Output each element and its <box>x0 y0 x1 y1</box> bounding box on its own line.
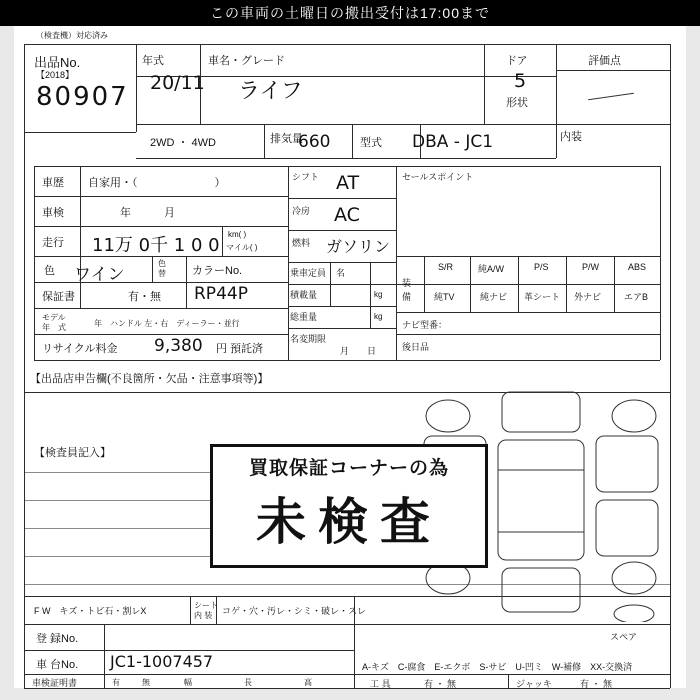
disp-value: 660 <box>298 132 331 152</box>
lot-box-right <box>136 44 137 132</box>
year-value: 20/11 <box>150 72 205 94</box>
color-value: ワイン <box>74 265 125 285</box>
rating-label: 評価点 <box>588 55 621 67</box>
mb-r4 <box>288 284 396 285</box>
ac-value: AC <box>334 204 360 226</box>
load-label: 積載量 <box>290 290 318 300</box>
equip-1-4: エアB <box>624 292 649 302</box>
cert-col-4: 高 <box>304 678 312 687</box>
warranty-hand: RP44P <box>194 284 248 304</box>
year-label: 年式 <box>142 55 164 67</box>
banner-text: この車両の土曜日の搬出受付は17:00まで <box>209 5 491 21</box>
cert-col-2: 幅 <box>184 678 192 687</box>
after-label: 後日品 <box>402 342 430 352</box>
lb-right <box>288 166 289 360</box>
mileage-unit-km: km( ) <box>228 230 247 239</box>
inspection-value: 年 月 <box>120 207 175 219</box>
color-code-label: 色 <box>158 259 166 268</box>
model-year-sub: 年 ハンドル 左・右 ディーラー・並行 <box>94 319 240 328</box>
warranty-value: 有・無 <box>128 291 161 303</box>
model-year-label: モデル <box>42 313 66 322</box>
capacity-unit: 名 <box>336 268 346 278</box>
bt-v3 <box>190 596 191 624</box>
shift-value: AT <box>336 172 360 194</box>
lb-v2 <box>152 256 153 282</box>
cert-col-0: 有 <box>112 678 120 687</box>
sales-title: セールスポイント <box>402 172 474 182</box>
top-note: （検査機）対応済み <box>36 31 108 40</box>
lb-r4 <box>34 282 288 283</box>
door-value: 5 <box>514 70 527 92</box>
lb-r6 <box>34 334 288 335</box>
bt-r2 <box>24 650 354 651</box>
lb-r2 <box>34 226 288 227</box>
top-banner <box>0 0 700 26</box>
cert-col-3: 長 <box>244 678 252 687</box>
mb-v1 <box>330 262 331 306</box>
equip-1-2: 革シート <box>524 292 561 302</box>
sb-top <box>396 166 660 167</box>
sheet-row: コゲ・穴・汚レ・シミ・破レ・スレ <box>222 606 367 616</box>
color-code-label2: 替 <box>158 269 166 278</box>
bt-r3b <box>354 674 670 675</box>
lb-top <box>34 166 288 167</box>
tool-label: 工 具 <box>370 679 391 689</box>
mileage-unit-mile: マイル( ) <box>226 243 258 252</box>
sb-r2 <box>396 284 660 285</box>
frame-left <box>24 44 25 688</box>
stamp-line2: 未検査 <box>256 494 442 550</box>
recycle-value: 9,380 <box>154 336 203 356</box>
sb-r5 <box>396 360 660 361</box>
hdr-line-b <box>136 124 556 125</box>
disp-label: 排気量 <box>270 133 303 145</box>
capacity-label: 乗車定員 <box>290 268 327 278</box>
lot-year-tag: 【2018】 <box>36 70 75 80</box>
mb-r5 <box>288 306 396 307</box>
history-label: 車歴 <box>42 177 64 189</box>
shift-label: シフト <box>292 172 320 182</box>
lb-v4 <box>222 226 223 256</box>
weight-unit: kg <box>374 312 383 321</box>
hdr-v4 <box>264 124 265 158</box>
mb-v2 <box>370 262 371 328</box>
equip-label-2: 備 <box>402 292 412 302</box>
history-value: 自家用・（ ） <box>88 177 226 189</box>
model-year-label2: 年 式 <box>42 323 66 332</box>
lb-r1 <box>34 196 288 197</box>
sb-v1 <box>470 256 471 312</box>
color-no-label: カラーNo. <box>192 265 243 277</box>
fuel-value: ガソリン <box>326 237 391 256</box>
bt-bottom <box>24 688 670 689</box>
rating-line <box>556 70 670 71</box>
name-change-label: 名変期限 <box>290 334 327 344</box>
sb-r1 <box>396 256 660 257</box>
recycle-label: リサイクル料金 <box>42 343 118 355</box>
sheet-label-1: シート <box>194 601 218 610</box>
mb-r1 <box>288 198 396 199</box>
equip-0-3: P/W <box>582 262 599 272</box>
mb-r6 <box>288 328 396 329</box>
inspection-label: 車検 <box>42 207 64 219</box>
name-value: ライフ <box>238 79 303 104</box>
warranty-label: 保証書 <box>42 291 75 303</box>
mb-r3 <box>288 262 396 263</box>
sb-v0 <box>424 256 425 312</box>
stamp-line1: 買取保証コーナーの為 <box>248 458 449 479</box>
mb-r7 <box>288 360 396 361</box>
shape-label: 形状 <box>506 97 528 109</box>
recycle-unit: 円 預託済 <box>216 343 264 355</box>
lot-box-bottom <box>24 132 136 133</box>
legend-text: A-キズ C-腐食 E-エクボ S-サビ U-凹ミ W-補修 XX-交換済 <box>362 662 633 672</box>
equip-1-0: 純TV <box>434 292 455 302</box>
ac-label: 冷房 <box>292 206 311 216</box>
hdr-v5 <box>352 124 353 158</box>
sb-r3 <box>396 312 660 313</box>
color-label: 色 <box>44 265 55 277</box>
jack-value: 有 ・ 無 <box>580 679 613 689</box>
equip-0-4: ABS <box>628 262 647 272</box>
bt-v5 <box>508 674 509 688</box>
uninspected-stamp <box>210 444 488 568</box>
fw-row: F W キズ・トビ石・割レX <box>34 606 147 616</box>
equip-0-0: S/R <box>438 262 454 272</box>
frame-label: 車 台No. <box>36 659 79 671</box>
mileage-label: 走行 <box>42 237 64 249</box>
jack-label: ジャッキ <box>516 679 552 689</box>
reg-label: 登 録No. <box>36 633 79 645</box>
lb-v3 <box>186 256 187 308</box>
fuel-label: 燃料 <box>292 238 311 248</box>
door-label: ドア <box>506 55 528 67</box>
mb-top <box>288 166 396 167</box>
cert-col-1: 無 <box>142 678 150 687</box>
name-change-unit: 月 日 <box>340 346 377 356</box>
sb-right <box>660 166 661 360</box>
bt-v1 <box>104 624 105 688</box>
equip-0-1: 純A/W <box>478 264 504 274</box>
mb-r2 <box>288 230 396 231</box>
hdr-v2 <box>484 44 485 124</box>
sb-v4 <box>614 256 615 312</box>
sb-r4 <box>396 334 660 335</box>
equip-0-2: P/S <box>534 262 549 272</box>
sheet-label-2: 内 装 <box>194 611 213 620</box>
lot-label: 出品No. <box>34 55 81 70</box>
bt-top <box>24 596 670 597</box>
equip-label-1: 装 <box>402 278 412 288</box>
inspector-note: 【検査員記入】 <box>34 447 111 459</box>
load-unit: kg <box>374 290 383 299</box>
nav-label: ナビ型番： <box>402 320 448 330</box>
lb-r7 <box>34 360 288 361</box>
drive-label: 2WD ・ 4WD <box>150 137 216 149</box>
rating-line2 <box>556 124 670 125</box>
spare-label: スペア <box>610 632 638 642</box>
bt-r3 <box>24 674 354 675</box>
frame-top <box>24 44 670 45</box>
lot-number: 80907 <box>36 82 129 112</box>
frame-value: JC1-1007457 <box>110 652 214 671</box>
lb-v1 <box>80 166 81 308</box>
mb-right <box>396 166 397 360</box>
interior-label: 内装 <box>560 131 582 143</box>
sb-v3 <box>566 256 567 312</box>
weight-label: 総重量 <box>290 312 318 322</box>
seller-note: 【出品店申告欄(不良箇所・欠品・注意事項等)】 <box>30 373 269 385</box>
equip-1-1: 純ナビ <box>480 292 508 302</box>
cert-label: 車検証明書 <box>32 678 78 688</box>
sb-v2 <box>518 256 519 312</box>
tool-value: 有 ・ 無 <box>424 679 457 689</box>
equip-1-3: 外ナビ <box>574 292 602 302</box>
hdr-v3 <box>556 44 557 158</box>
mileage-value: 11万 0千 1 0 0 <box>92 235 220 256</box>
hdr-line-c <box>136 158 556 159</box>
lb-r5 <box>34 308 288 309</box>
name-label: 車名・グレード <box>208 55 285 67</box>
model-value: DBA - JC1 <box>412 132 494 152</box>
model-label: 型式 <box>360 137 382 149</box>
bt-r1 <box>24 624 670 625</box>
